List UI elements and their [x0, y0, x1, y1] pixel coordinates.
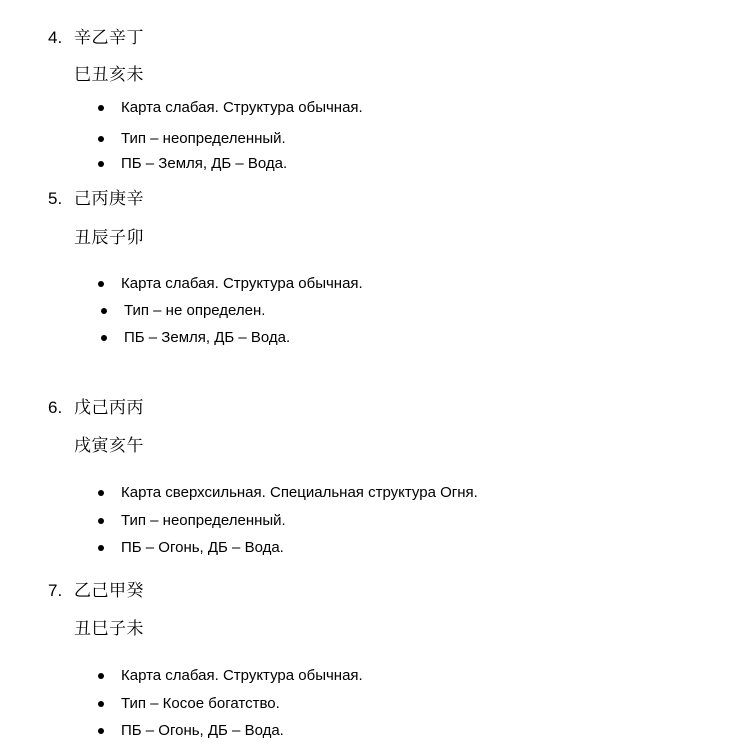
- bullet-text: Карта слабая. Структура обычная.: [121, 99, 363, 116]
- item-number: 4.: [48, 28, 63, 47]
- bullet-icon: [101, 335, 107, 341]
- bullet-icon: [101, 308, 107, 314]
- bullet-text: Тип – неопределенный.: [121, 512, 286, 529]
- bullet-icon: [98, 728, 104, 734]
- bullet-text: ПБ – Огонь, ДБ – Вода.: [121, 539, 284, 556]
- bullet-text: Карта сверхсильная. Специальная структура Огня.: [121, 484, 478, 501]
- bullet-text: Тип – не определен.: [124, 302, 266, 319]
- bullet-icon: [98, 136, 104, 142]
- bullet-text: Карта слабая. Структура обычная.: [121, 667, 363, 684]
- bullet-icon: [98, 105, 104, 111]
- bullet-text: ПБ – Земля, ДБ – Вода.: [121, 155, 288, 172]
- earthly-branches: 巳丑亥未: [74, 65, 144, 85]
- item-number: 5.: [48, 189, 63, 208]
- bullet-icon: [98, 701, 104, 707]
- bullet-text: Карта слабая. Структура обычная.: [121, 275, 363, 292]
- item-number: 7.: [48, 581, 63, 600]
- earthly-branches: 戌寅亥午: [74, 436, 144, 456]
- heavenly-stems: 乙己甲癸: [74, 581, 144, 601]
- heavenly-stems: 己丙庚辛: [74, 189, 144, 209]
- heavenly-stems: 戊己丙丙: [74, 398, 144, 418]
- bullet-icon: [98, 518, 104, 524]
- bullet-text: Тип – неопределенный.: [121, 130, 286, 147]
- earthly-branches: 丑辰子卯: [74, 228, 144, 248]
- bullet-text: Тип – Косое богатство.: [121, 695, 280, 712]
- bullet-icon: [98, 673, 104, 679]
- bullet-icon: [98, 545, 104, 551]
- item-number: 6.: [48, 398, 63, 417]
- earthly-branches: 丑巳子未: [74, 619, 144, 639]
- bullet-text: ПБ – Земля, ДБ – Вода.: [124, 329, 291, 346]
- bullet-text: ПБ – Огонь, ДБ – Вода.: [121, 722, 284, 739]
- bullet-icon: [98, 281, 104, 287]
- heavenly-stems: 辛乙辛丁: [74, 28, 144, 48]
- bullet-icon: [98, 490, 104, 496]
- bullet-icon: [98, 161, 104, 167]
